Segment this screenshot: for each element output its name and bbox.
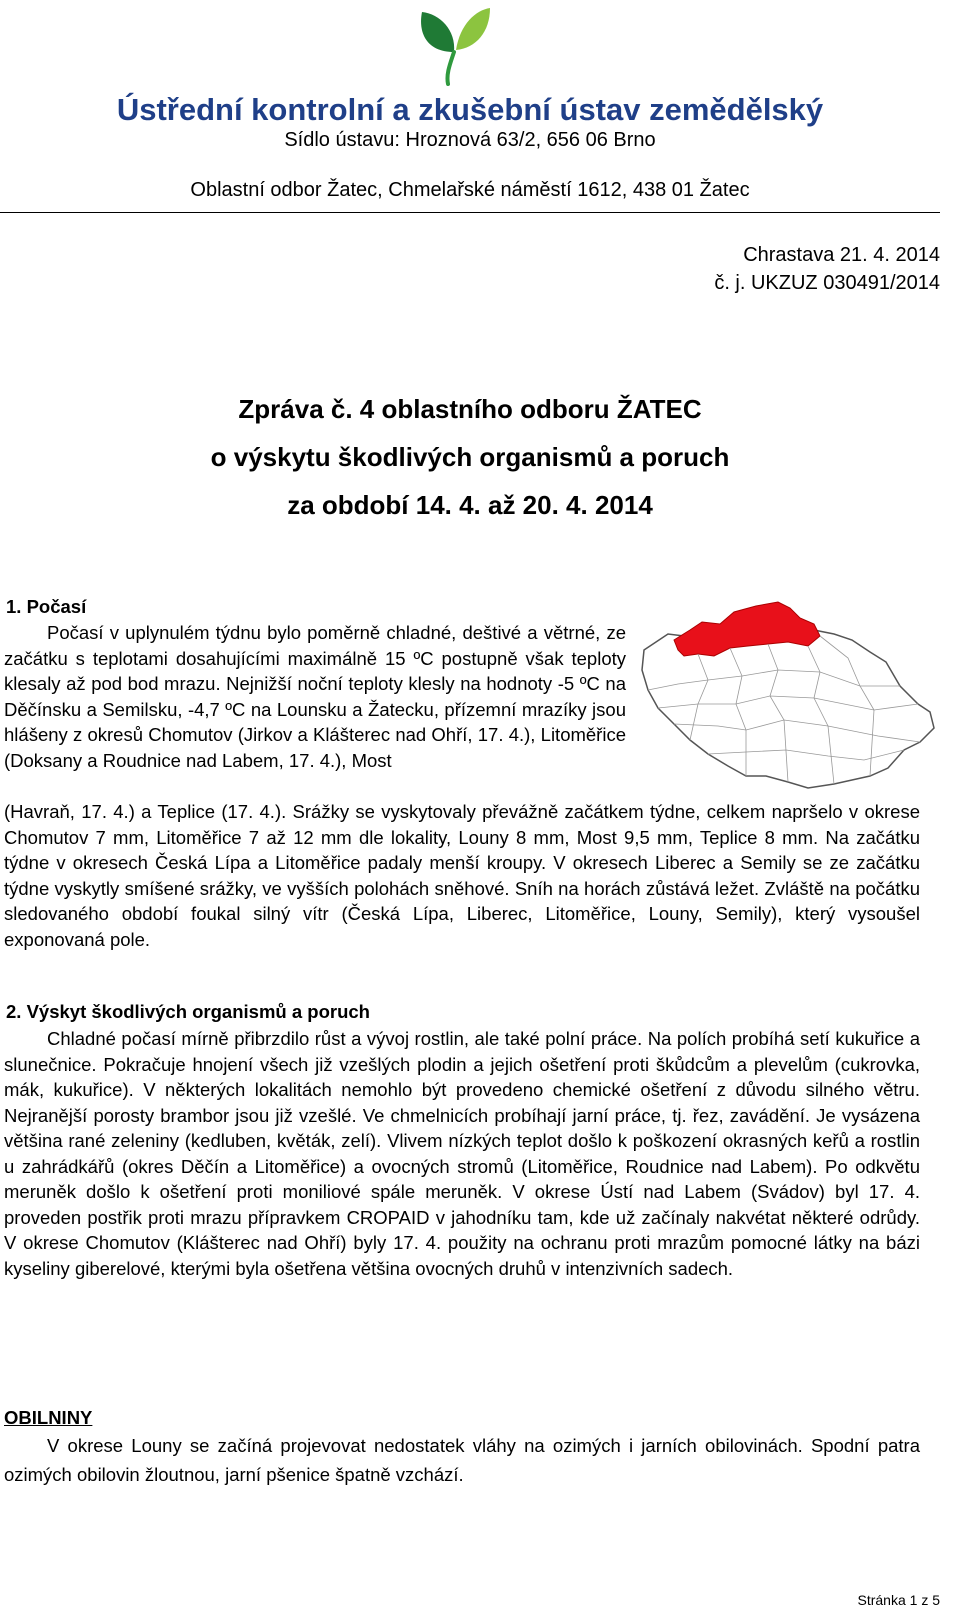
organization-address: Sídlo ústavu: Hroznová 63/2, 656 06 Brno	[284, 129, 656, 151]
organization-title: Ústřední kontrolní a zkušební ústav zemědělský	[116, 92, 824, 127]
header-divider	[0, 212, 940, 213]
section-heading-weather: 1. Počasí	[6, 596, 87, 617]
report-title	[0, 385, 940, 529]
section-heading-pests: 2. Výskyt škodlivých organismů a poruch	[6, 1001, 370, 1022]
weather-paragraph: Počasí v uplynulém týdnu bylo poměrně chladné, deštivé a větrné, ze začátku s teplotami dosahujícími maximálně 15 ºC postupně však teploty klesaly až pod bod mrazu. Nejnižší noční teploty klesly na hodnoty -5 ºC na Děčínsku a Semilsku, -4,7 ºC na Lounsku a Žatecku, přízemní mrazíky jsou hlášeny z okresů Chomutov (Jirkov a Klášterec nad Ohří, 17. 4.), Litoměřice (Doksany a Roudnice nad Labem, 17. 4.), Most	[4, 622, 626, 771]
place-date: Chrastava 21. 4. 2014	[743, 244, 940, 266]
leaf-logo-icon	[418, 2, 492, 86]
report-title-line: za období 14. 4. až 20. 4. 2014	[287, 490, 653, 520]
document-meta	[714, 241, 940, 297]
section-heading-cereals: OBILNINY	[4, 1407, 93, 1428]
pests-paragraph: Chladné počasí mírně přibrzdilo růst a vývoj rostlin, ale také polní práce. Na polích probíhá setí kukuřice a slunečnice. Pokračuje hnojení všech již vzešlých plodin a jejich ošetření proti škůdcům a plevelům (cukrovka, mák, kukuřice). V některých lokalitách nemohlo být provedeno chemické ošetření z důvodu silného větru. Nejranější porosty brambor jsou již vzešlé. Ve chmelnicích probíhají jarní práce, tj. řez, zavádění. Je vysázena většina rané zeleniny (kedluben, květák, zelí). Vlivem nízkých teplot došlo k poškození okrasných keřů a rostlin u zahrádkářů (okres Děčín a Litoměřice) a ovocných stromů (Litoměřice, Roudnice nad Labem). Po odkvětu meruněk došlo k ošetření proti moniliové spále meruněk. V okrese Ústí nad Labem (Svádov) byl 17. 4. proveden postřik proti mrazu přípravkem CROPAID v jahodníku tam, kde už začínaly nakvétat některé odrůdy. V okrese Chomutov (Klášterec nad Ohří) byly 17. 4. použity na ochranu proti mrazům pomocné látky na bázi kyseliny giberelové, kterými byla ošetřena většina ovocných druhů v intenzivních sadech.	[4, 1028, 920, 1279]
weather-paragraph-continued: (Havraň, 17. 4.) a Teplice (17. 4.). Srážky se vyskytovaly převážně začátkem týdne, celkem napršelo v okrese Chomutov 7 mm, Litoměřice 7 až 12 mm dle lokality, Louny 8 mm, Most 9,5 mm, Teplice 8 mm. Na začátku týdne v okresech Česká Lípa a Litoměřice padaly menší kroupy. V okresech Liberec a Semily se ze začátku týdne vyskytly smíšené srážky, ve vyšších polohách sněhové. Sníh na horách zůstává ležet. Zvláště na počátku sledovaného období foukal silný vítr (Česká Lípa, Liberec, Litoměřice, Louny, Semily), který vysoušel exponovaná pole.	[4, 801, 920, 950]
reference-number: č. j. UKZUZ 030491/2014	[714, 272, 940, 294]
cereals-paragraph: V okrese Louny se začíná projevovat nedostatek vláhy na ozimých i jarních obilovinách. Spodní patra ozimých obilovin žloutnou, jarní pšenice špatně vzchází.	[4, 1435, 920, 1485]
page-number: Stránka 1 z 5	[857, 1592, 940, 1608]
organization-branch-address: Oblastní odbor Žatec, Chmelařské náměstí 1612, 438 01 Žatec	[190, 179, 750, 201]
czech-republic-map-image	[638, 600, 936, 790]
report-title-line: Zpráva č. 4 oblastního odboru ŽATEC	[238, 394, 702, 424]
report-title-line: o výskytu škodlivých organismů a poruch	[210, 442, 730, 472]
